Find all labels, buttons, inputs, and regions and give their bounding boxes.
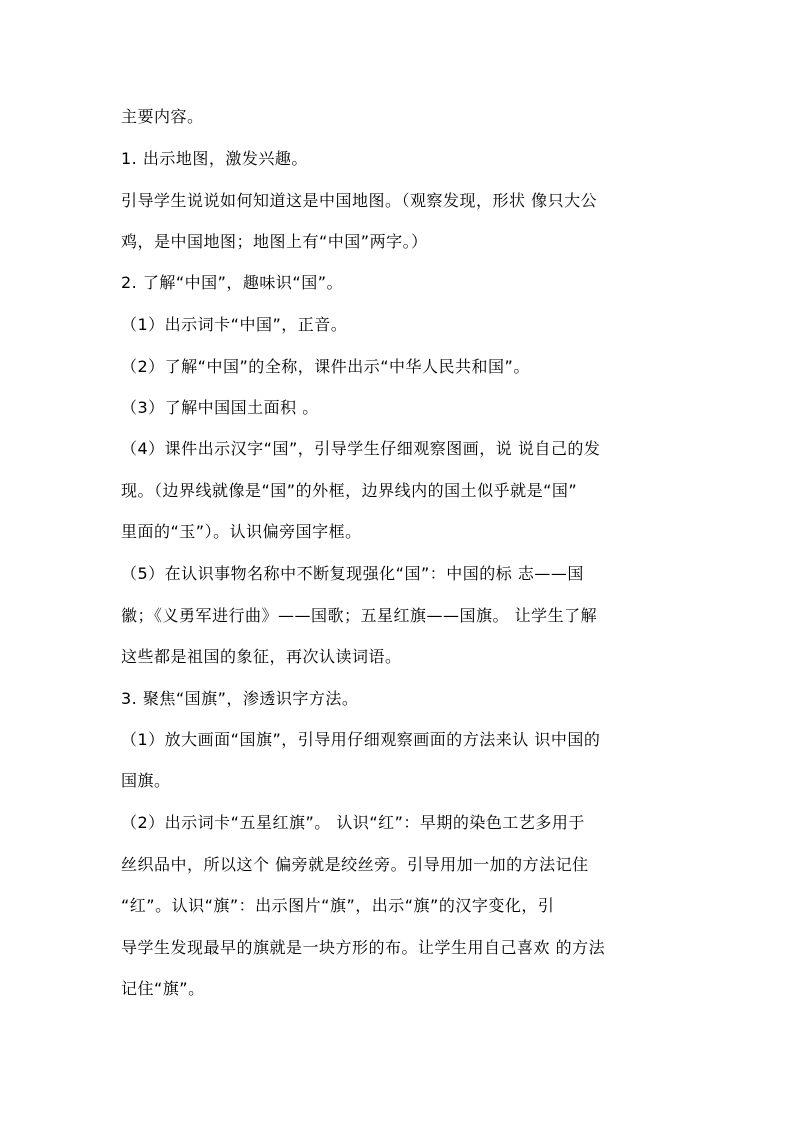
text-line: 主要内容。 [121,107,204,126]
text-line: 2. 了解“中国”，趣味识“国”。 [121,273,344,292]
text-line: 记住“旗”。 [121,979,205,998]
text-line: 里面的“玉”）。认识偏旁国字框。 [121,522,362,541]
text-line: 现。（边界线就像是“国”的外框，边界线内的国土似乎就是“国” [121,481,578,500]
text-line: 国旗。 [121,771,171,790]
text-line: （2）了解“中国”的全称，课件出示“中华人民共和国”。 [121,357,530,376]
text-line: （1）放大画面“国旗”，引导用仔细观察画面的方法来认 识中国的 [121,730,601,749]
text-line: （3）了解中国国土面积 。 [121,398,319,417]
text-line: 丝织品中，所以这个 偏旁就是绞丝旁。引导用加一加的方法记住 [121,855,589,874]
text-line: （5）在认识事物名称中不断复现强化“国”：中国的标 志——国 [121,564,584,583]
text-line: 导学生发现最早的旗就是一块方形的布。让学生用自己喜欢 的方法 [121,938,606,957]
text-line: （2）出示词卡“五星红旗”。 认识“红”：早期的染色工艺多用于 [121,813,585,832]
text-line: （1）出示词卡“中国”，正音。 [121,315,348,334]
text-line: 3. 聚焦“国旗”，渗透识字方法。 [121,689,359,708]
text-line: 鸡，是中国地图；地图上有“中国”两字。） [121,232,428,251]
text-line: （4）课件出示汉字“国”，引导学生仔细观察图画，说 说自己的发 [121,439,601,458]
text-line: 这些都是祖国的象征，再次认读词语。 [121,647,402,666]
text-line: 徽；《义勇军进行曲》——国歌；五星红旗——国旗。 让学生了解 [121,606,598,625]
text-line: 1. 出示地图，激发兴趣。 [121,149,308,168]
text-line: “红”。认识“旗”：出示图片“旗”，出示“旗”的汉字变化，引 [121,896,555,915]
text-line: 引导学生说说如何知道这是中国地图。（观察发现，形状 像只大公 [121,191,598,210]
